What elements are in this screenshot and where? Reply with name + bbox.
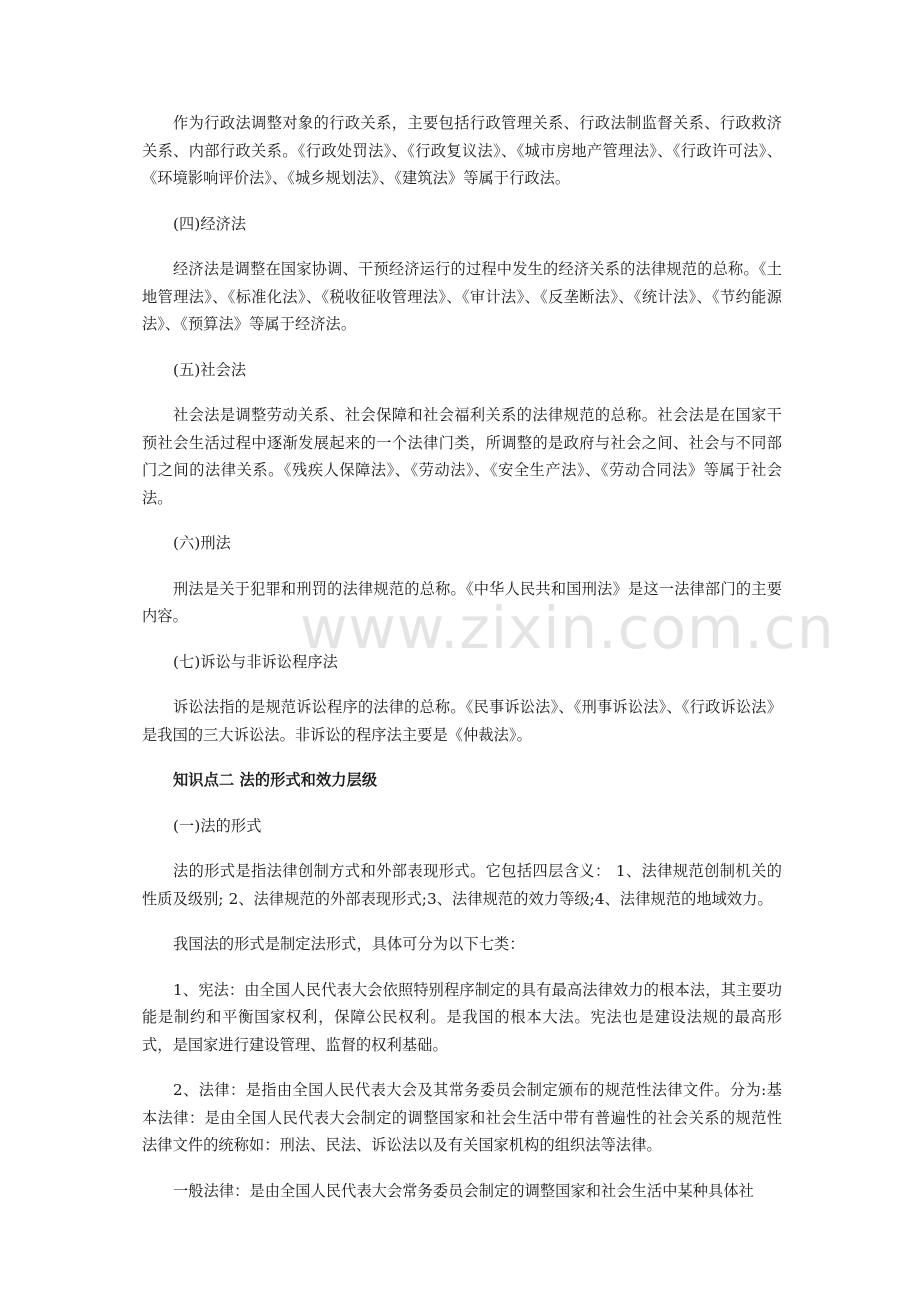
section-heading-law-forms: (一)法的形式: [173, 816, 262, 835]
paragraph-economic-law: 经济法是调整在国家协调、干预经济运行的过程中发生的经济关系的法律规范的总称。《土地管理法》、《标准化法》、《税收征收管理法》、《审计法》、《反垄断法》、《统计法》、《节约能源法》、《预算法》等属于经济法。: [142, 260, 782, 333]
section-heading-economic-law: (四)经济法: [173, 214, 247, 233]
paragraph-administrative-law: 作为行政法调整对象的行政关系，主要包括行政管理关系、行政法制监督关系、行政救济关系、内部行政关系。《行政处罚法》、《行政复议法》、《城市房地产管理法》、《行政许可法》、《环境影响评价法》、《城乡规划法》、《建筑法》等属于行政法。: [142, 114, 782, 187]
section-heading-procedure-law: (七)诉讼与非诉讼程序法: [173, 652, 338, 671]
section-heading-social-law: (五)社会法: [173, 360, 247, 379]
watermark: www.zixin.com.cn: [300, 594, 835, 662]
section-heading-criminal-law: (六)刑法: [173, 534, 231, 552]
paragraph-law-forms-intro: 我国法的形式是制定法形式，具体可分为以下七类：: [173, 935, 525, 953]
knowledge-point-heading: 知识点二 法的形式和效力层级: [173, 771, 378, 789]
paragraph-law-forms-definition: 法的形式是指法律创制方式和外部表现形式。它包括四层含义： 1、法律规范创制机关的性质及级别; 2、法律规范的外部表现形式;3、法律规范的效力等级;4、法律规范的地域效力。: [142, 862, 782, 908]
paragraph-constitution: 1、宪法：由全国人民代表大会依照特别程序制定的具有最高法律效力的根本法，其主要功能是制约和平衡国家权利，保障公民权利。是我国的根本大法。宪法也是建设法规的最高形式，是国家进行建设管理、监督的权利基础。: [142, 980, 782, 1054]
paragraph-social-law: 社会法是调整劳动关系、社会保障和社会福利关系的法律规范的总称。社会法是在国家干预社会生活过程中逐渐发展起来的一个法律门类，所调整的是政府与社会之间、社会与不同部门之间的法律关系。《残疾人保障法》、《劳动法》、《安全生产法》、《劳动合同法》等属于社会法。: [142, 406, 782, 507]
paragraph-general-law: 一般法律：是由全国人民代表大会常务委员会制定的调整国家和社会生活中某种具体社: [173, 1181, 754, 1200]
paragraph-law: 2、法律：是指由全国人民代表大会及其常务委员会制定颁布的规范性法律文件。分为:基本法律：是由全国人民代表大会制定的调整国家和社会生活中带有普遍性的社会关系的规范性法律文件的统称如：刑法、民法、诉讼法以及有关国家机构的组织法等法律。: [142, 1081, 782, 1154]
paragraph-procedure-law: 诉讼法指的是规范诉讼程序的法律的总称。《民事诉讼法》、《刑事诉讼法》、《行政诉讼法》是我国的三大诉讼法。非诉讼的程序法主要是《仲裁法》。: [142, 698, 782, 744]
document-body: [142, 110, 782, 1223]
paragraph-criminal-law: 刑法是关于犯罪和刑罚的法律规范的总称。《中华人民共和国刑法》是这一法律部门的主要内容。: [142, 579, 782, 625]
